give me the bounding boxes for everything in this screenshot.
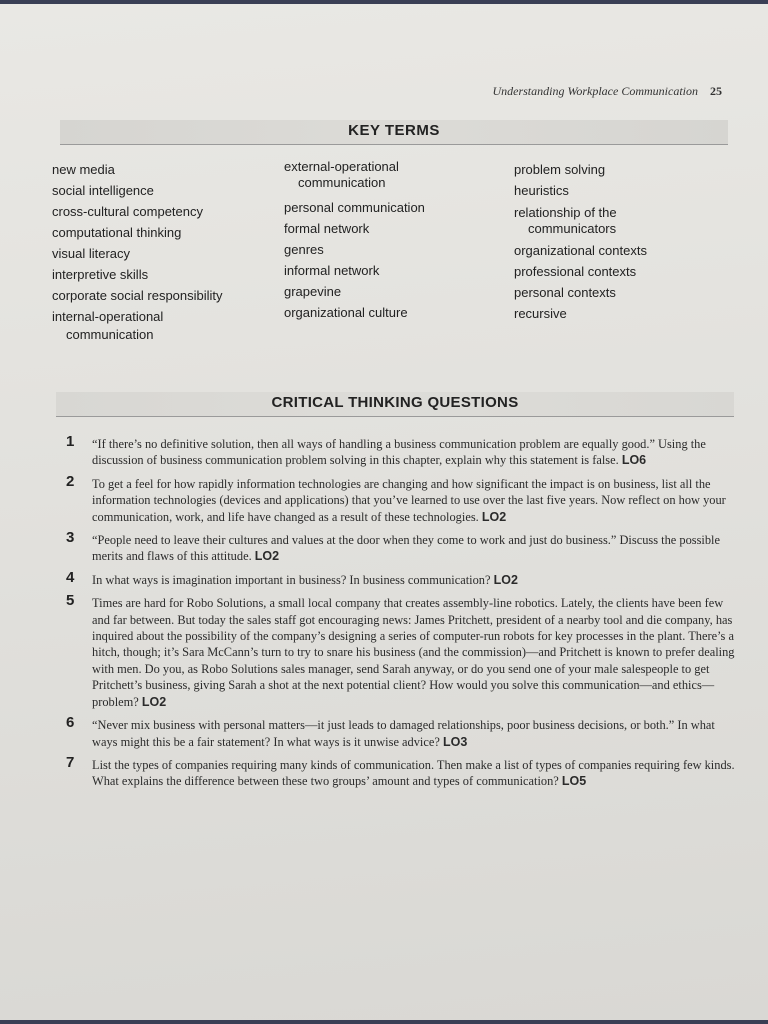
question-item [66, 714, 742, 750]
question-item [66, 753, 742, 790]
key-term: internal-operational [52, 309, 164, 324]
key-term: computational thinking [52, 225, 182, 240]
question-text: In what ways is imagination important in business? In business communication? [92, 572, 491, 587]
critical-thinking-heading [56, 392, 734, 417]
question-item [66, 568, 742, 588]
key-term: relationship of the [514, 205, 617, 220]
key-terms-column-2 [284, 159, 425, 323]
question-text: “If there’s no definitive solution, then all ways of handling a business communication problem are equally good.” Using the discussion of business communication problem solving in this chapter, explain why this statement is false. [92, 437, 706, 468]
key-term: professional contexts [514, 264, 637, 279]
learning-objective-tag: LO2 [141, 694, 167, 709]
key-term: personal contexts [514, 285, 616, 300]
key-term: organizational contexts [514, 243, 647, 258]
key-term: cross-cultural competency [52, 204, 203, 219]
question-text: List the types of companies requiring many kinds of communication. Then make a list of types of companies requiring few kinds. What explains the difference between these two groups’ amount and types of communication? [92, 757, 735, 789]
key-term: informal network [284, 263, 380, 278]
page-number: 25 [710, 84, 722, 98]
critical-thinking-heading-text: CRITICAL THINKING QUESTIONS [271, 394, 519, 411]
key-term: grapevine [284, 284, 342, 299]
question-list [66, 433, 742, 797]
question-number: 4 [66, 568, 75, 586]
key-term-continuation: communication [66, 327, 154, 342]
key-term: visual literacy [52, 246, 131, 261]
key-term-continuation: communicators [528, 221, 617, 236]
question-number: 1 [66, 433, 75, 450]
key-term: external-operational [284, 159, 399, 174]
key-term: formal network [284, 221, 370, 236]
key-term: problem solving [514, 162, 606, 177]
running-head-title: Understanding Workplace Communication [492, 84, 698, 98]
question-number: 3 [66, 529, 75, 547]
learning-objective-tag: LO5 [561, 774, 587, 789]
question-number: 7 [66, 753, 75, 771]
question-number: 5 [66, 592, 75, 610]
learning-objective-tag: LO3 [443, 734, 468, 749]
key-term: corporate social responsibility [52, 288, 223, 303]
key-term: genres [284, 242, 324, 257]
learning-objective-tag: LO6 [621, 453, 647, 468]
question-number: 6 [66, 714, 75, 732]
key-term: organizational culture [284, 305, 408, 320]
question-item [66, 592, 742, 710]
key-terms-column-3 [514, 159, 647, 324]
question-text: Times are hard for Robo Solutions, a small local company that creates assembly-line robotics. Lately, the clients have been few and far between. But today the sales staff got encouraging news: James Pritchett, president of a nearby tool and die company, has inquired about the possibility of the company’s designing a series of computer-run robots for key processes in the plant. There’s a hitch, though; it’s Sara McCann’s turn to try to snare his business (and the commission)—and Pritchett is known to prefer dealing with men. Do you, as Robo Solutions sales manager, send Sarah anyway, or do you send one of your male salespeople to get Pritchett’s business, giving Sarah a shot at the next potential client? How would you solve this communication—and ethics—problem? [92, 596, 735, 709]
running-head [492, 84, 722, 99]
question-number: 2 [66, 472, 75, 490]
key-terms-heading-text: KEY TERMS [348, 122, 440, 139]
question-text: To get a feel for how rapidly information technologies are changing and how significant the impact is on business, list all the information technologies (devices and applications) that you’ve learned to use over the last five years. Now reflect on how your communication, work, and life have changed as a result of these technologies. [92, 476, 726, 524]
key-terms-column-1 [52, 159, 223, 343]
key-terms-heading [60, 120, 728, 145]
key-term: new media [52, 162, 115, 177]
learning-objective-tag: LO2 [254, 549, 280, 564]
key-term-continuation: communication [298, 175, 386, 190]
question-item [66, 472, 742, 525]
key-term: heuristics [514, 183, 569, 198]
key-term: personal communication [284, 200, 425, 215]
key-term: social intelligence [52, 183, 154, 198]
learning-objective-tag: LO2 [481, 509, 507, 524]
question-text: “People need to leave their cultures and values at the door when they come to work and just do business.” Discuss the possible merits and flaws of this attitude. [92, 533, 720, 564]
key-term: recursive [514, 306, 567, 321]
learning-objective-tag: LO2 [493, 572, 518, 587]
key-term: interpretive skills [52, 267, 149, 282]
question-item [66, 529, 742, 565]
question-item [66, 433, 742, 469]
question-text: “Never mix business with personal matters—it just leads to damaged relationships, poor business decisions, or both.” In what ways might this be a fair statement? In what ways is it unwise advice? [92, 718, 715, 749]
textbook-page [0, 4, 768, 1020]
